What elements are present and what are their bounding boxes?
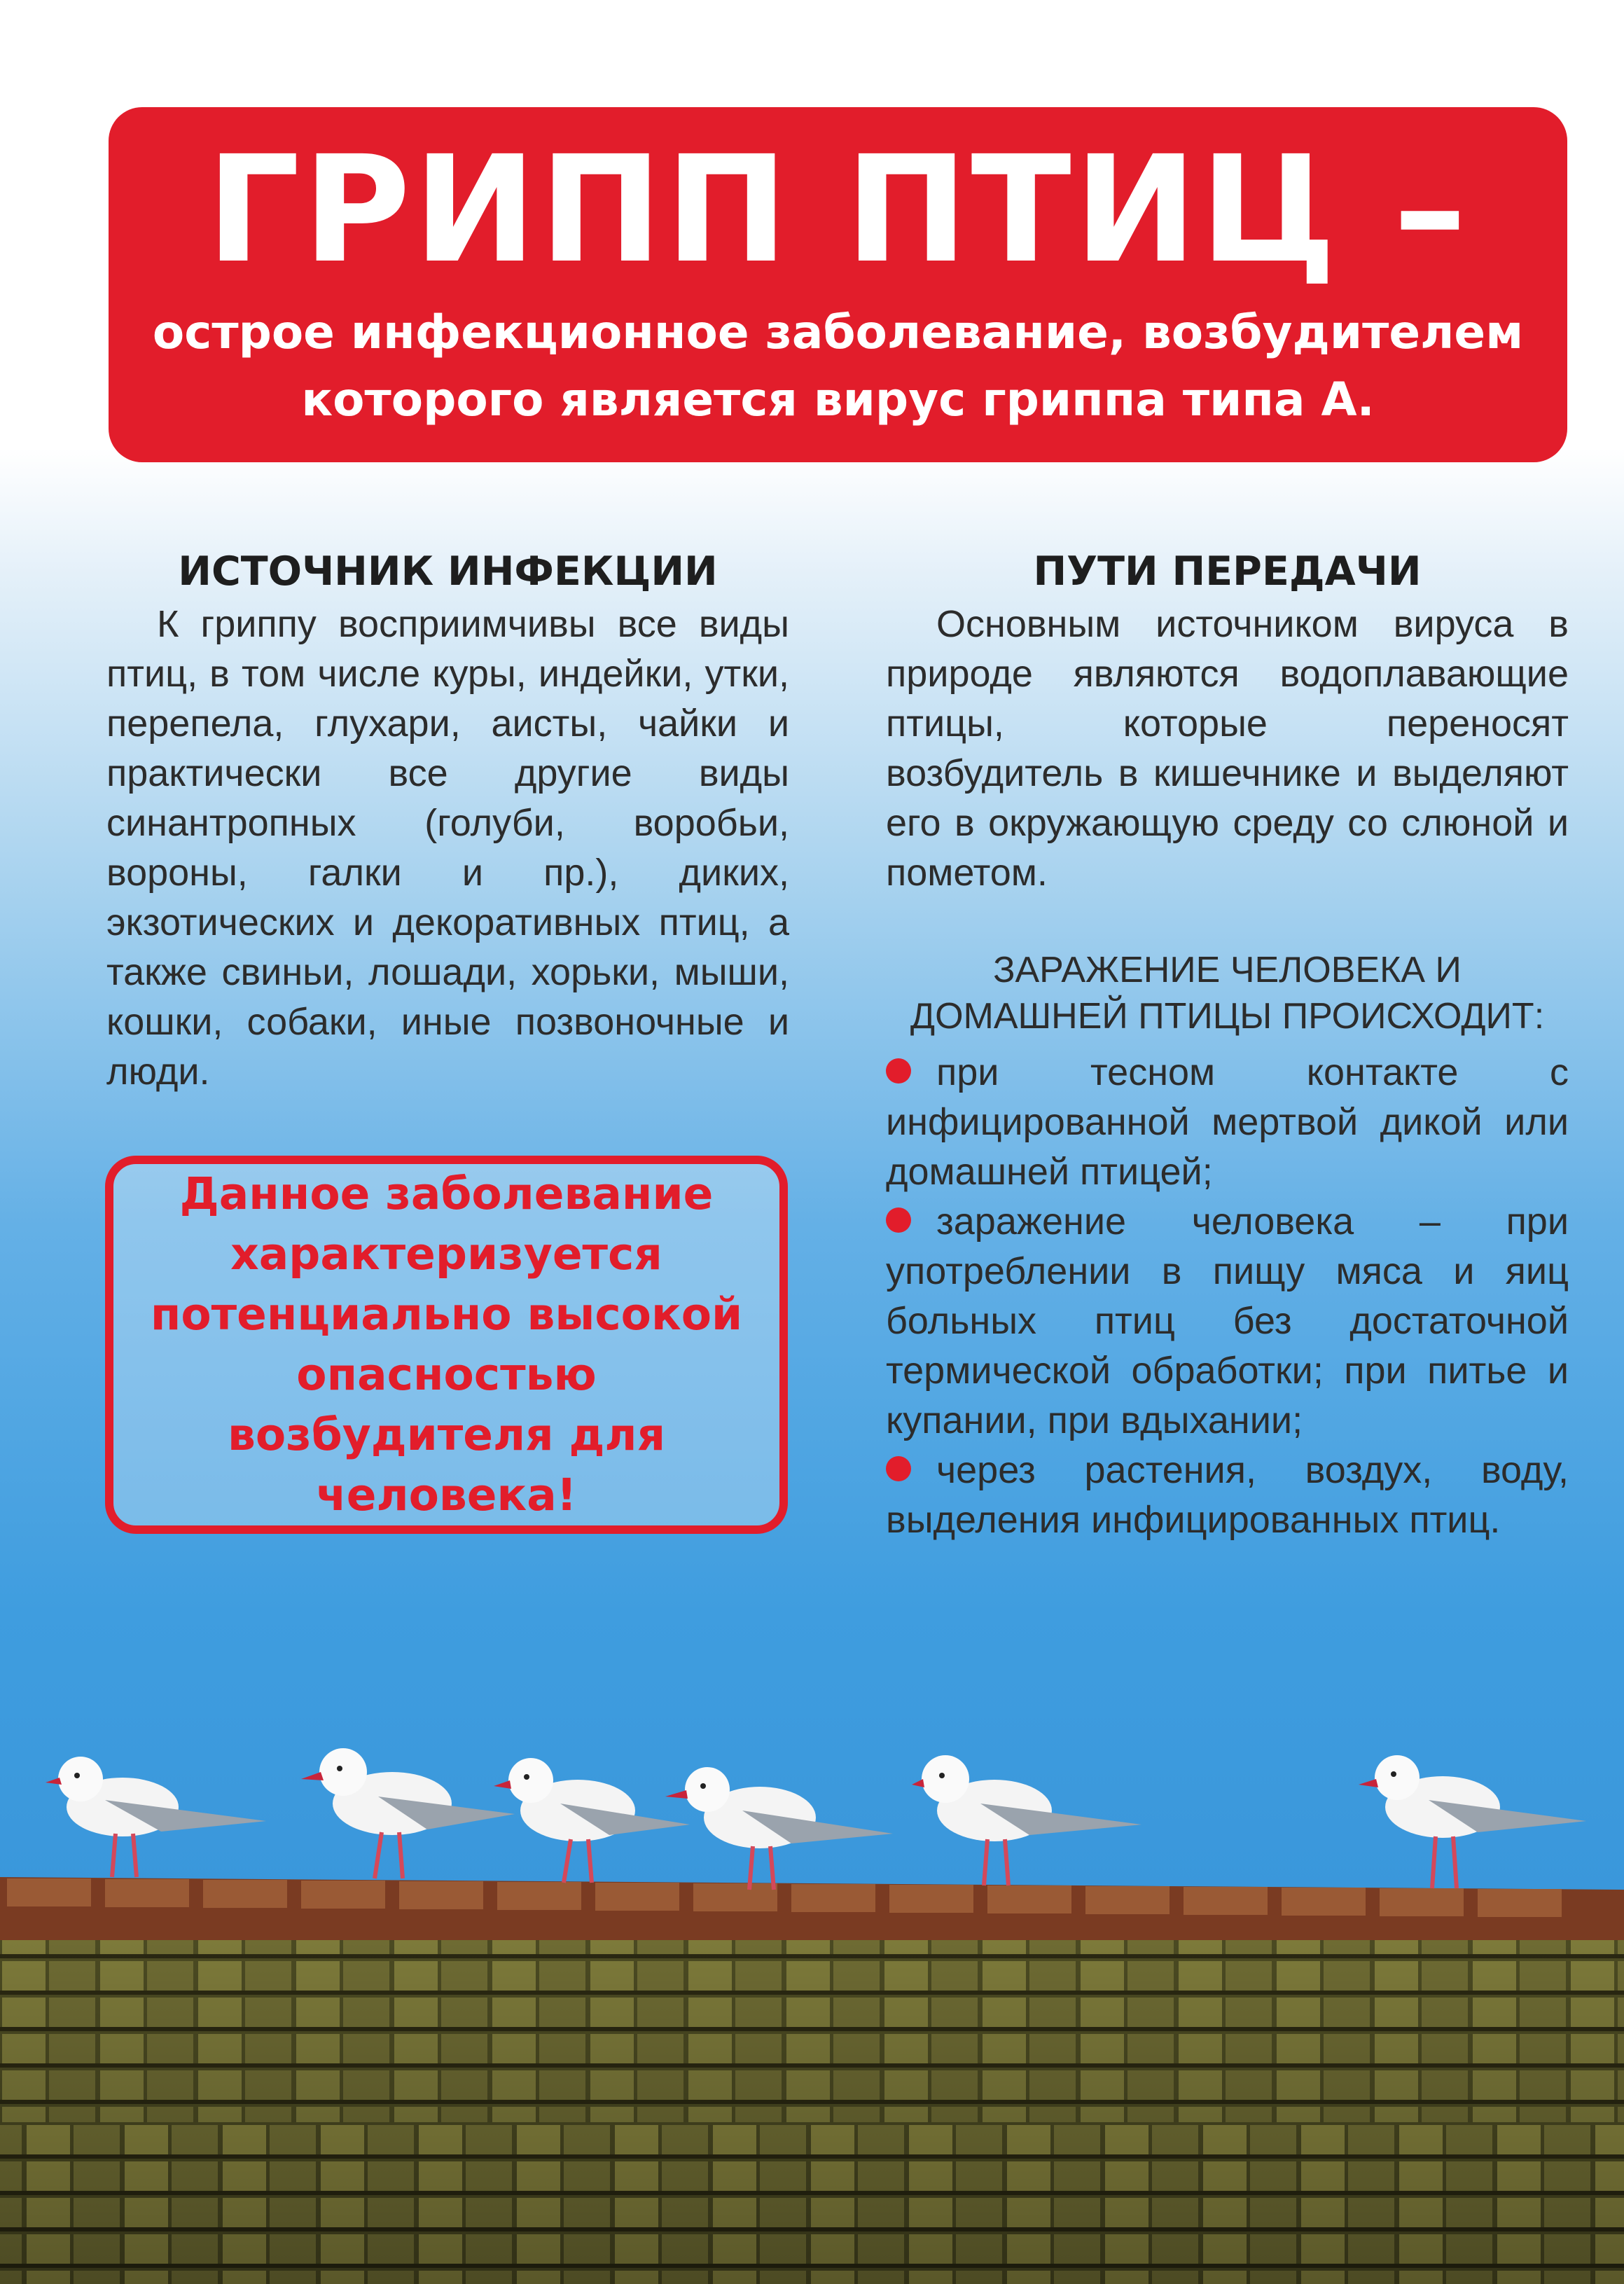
warning-box xyxy=(105,1156,788,1534)
header-banner xyxy=(109,107,1567,462)
warning-text: Данное заболевание характеризуется потенциально высокой опасностью возбудителя для человека! xyxy=(150,1168,743,1521)
seagulls-on-roof-photo xyxy=(0,1667,1624,2284)
page-title: ГРИПП ПТИЦ – xyxy=(206,124,1470,296)
transmission-text: Основным источником вируса в природе являются водоплавающие птицы, которые переносят возбудитель в кишечнике и выделяют его в окружающую среду со слюной и пометом. xyxy=(886,603,1569,894)
bullet-dot-icon xyxy=(886,1207,911,1233)
list-item xyxy=(886,1197,1569,1446)
infection-routes-list xyxy=(886,1048,1569,1545)
page-subtitle: острое инфекционное заболевание, возбудителем которого является вирус гриппа типа А. xyxy=(152,305,1524,427)
list-item-text: заражение человека – при употреблении в пищу мяса и яиц больных птиц без достаточной термической обработки; при питье и купании, при вдыхании; xyxy=(886,1200,1569,1441)
bullet-dot-icon xyxy=(886,1058,911,1084)
infection-routes-heading: ЗАРАЖЕНИЕ ЧЕЛОВЕКА И ДОМАШНЕЙ ПТИЦЫ ПРОИСХОДИТ: xyxy=(910,950,1545,1037)
transmission-section xyxy=(886,546,1569,1545)
infection-source-heading: ИСТОЧНИК ИНФЕКЦИИ xyxy=(178,548,718,595)
infection-source-text: К гриппу восприимчивы все виды птиц, в том числе куры, индейки, утки, перепела, глухари, аисты, чайки и практически все другие виды синантропных (голуби, воробьи, вороны, галки и пр.), диких, экзотических и декоративных птиц, а также свиньи, лошади, хорьки, мыши, кошки, собаки, иные позвоночные и люди. xyxy=(106,603,789,1093)
list-item xyxy=(886,1446,1569,1545)
seagull-4 xyxy=(665,1767,893,1890)
bullet-dot-icon xyxy=(886,1456,911,1481)
seagull-2 xyxy=(301,1748,515,1878)
list-item-text: при тесном контакте с инфицированной мертвой дикой или домашней птицей; xyxy=(886,1051,1569,1193)
seagull-6 xyxy=(1359,1755,1586,1888)
infection-source-section xyxy=(106,546,789,1097)
seagull-5 xyxy=(912,1755,1141,1885)
list-item xyxy=(886,1048,1569,1197)
list-item-text: через растения, воздух, воду, выделения инфицированных птиц. xyxy=(886,1449,1569,1541)
transmission-heading: ПУТИ ПЕРЕДАЧИ xyxy=(1033,548,1422,595)
seagull-3 xyxy=(494,1758,690,1883)
seagull-1 xyxy=(46,1757,266,1877)
